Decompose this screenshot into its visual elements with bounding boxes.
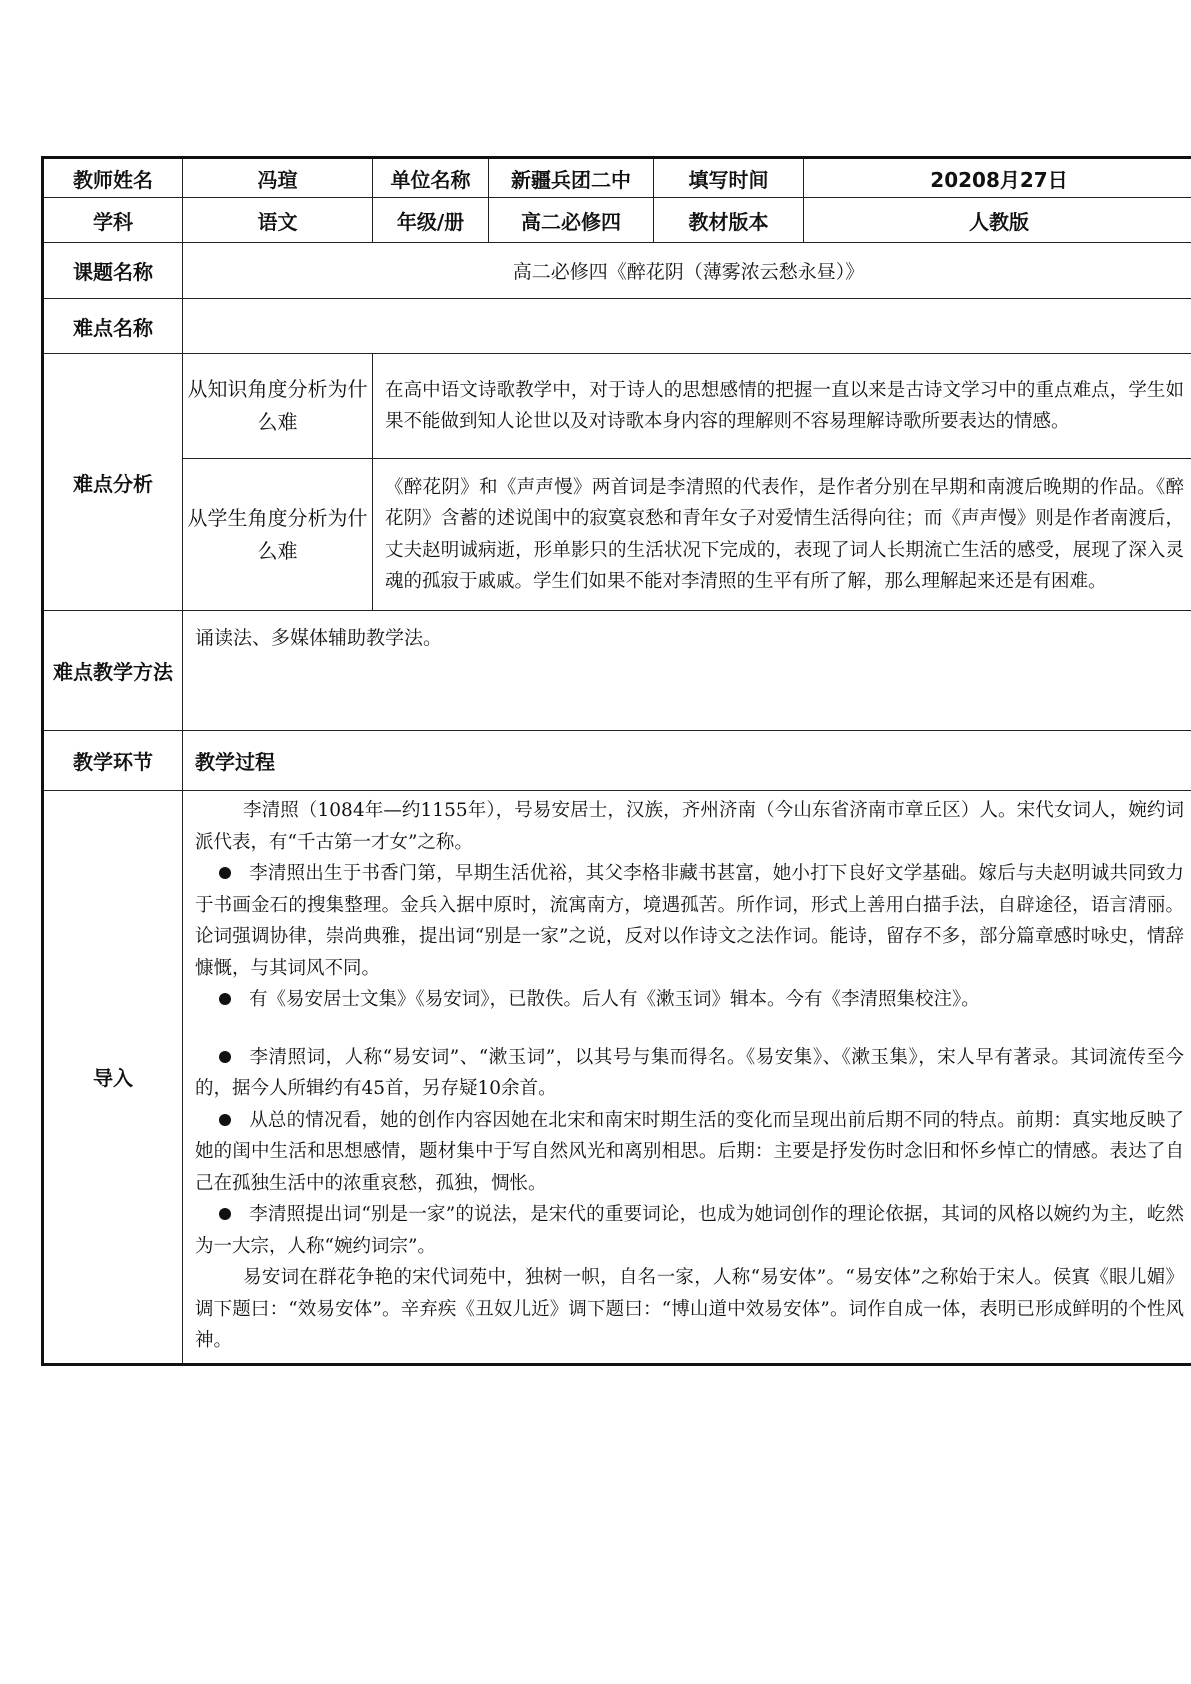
grade-value: 高二必修四 [489, 198, 654, 243]
teacher-value: 冯瑄 [183, 158, 373, 198]
bullet-icon [219, 1051, 231, 1063]
stage-header: 教学环节 [43, 731, 183, 791]
bullet-icon [219, 1208, 231, 1220]
knowledge-angle-label: 从知识角度分析为什么难 [183, 354, 373, 459]
intro-paragraph: 易安词在群花争艳的宋代词苑中，独树一帜，自名一家，人称“易安体”。“易安体”之称始于宋人。侯寘《眼儿媚》调下题曰：“效易安体”。辛弃疾《丑奴儿近》调下题曰：“博山道中效易安体”。词作自成一体，表明已形成鲜明的个性风神。 [195, 1267, 1185, 1351]
bullet-text: 李清照出生于书香门第，早期生活优裕，其父李格非藏书甚富，她小打下良好文学基础。嫁后与夫赵明诚共同致力于书画金石的搜集整理。金兵入据中原时，流寓南方，境遇孤苦。所作词，形式上善用白描手法，自辟途径，语言清丽。论词强调协律，崇尚典雅，提出词“别是一家”之说，反对以作诗文之法作词。能诗，留存不多，部分篇章感时咏史，情辞慷慨，与其词风不同。 [195, 863, 1185, 979]
intro-label: 导入 [43, 791, 183, 1365]
date-label: 填写时间 [654, 158, 804, 198]
unit-label: 单位名称 [373, 158, 489, 198]
grade-label: 年级/册 [373, 198, 489, 243]
knowledge-analysis-row [43, 354, 1191, 459]
bullet-icon [219, 867, 231, 879]
student-analysis-row [43, 459, 1191, 611]
bullet-item [195, 1199, 1184, 1262]
intro-content [183, 791, 1191, 1365]
date-value: 20208月27日 [804, 158, 1191, 198]
student-angle-text: 《醉花阴》和《声声慢》两首词是李清照的代表作，是作者分别在早期和南渡后晚期的作品。《醉花阴》含蓄的述说闺中的寂寞哀愁和青年女子对爱情生活得向往；而《声声慢》则是作者南渡后，丈夫赵明诚病逝，形单影只的生活状况下完成的，表现了词人长期流亡生活的感受，展现了深入灵魂的孤寂于戚戚。学生们如果不能对李清照的生平有所了解，那么理解起来还是有困难。 [373, 459, 1191, 611]
bullet-text: 有《易安居士文集》《易安词》，已散佚。后人有《漱玉词》辑本。今有《李清照集校注》。 [249, 989, 980, 1010]
difficulty-name-value [183, 299, 1191, 354]
difficulty-name-row [43, 299, 1191, 354]
unit-value: 新疆兵团二中 [489, 158, 654, 198]
subject-value: 语文 [183, 198, 373, 243]
difficulty-name-label: 难点名称 [43, 299, 183, 354]
header-row-2 [43, 198, 1191, 243]
topic-label: 课题名称 [43, 243, 183, 299]
header-row-1 [43, 158, 1191, 198]
method-label: 难点教学方法 [43, 611, 183, 731]
bullet-item [195, 1042, 1184, 1105]
edition-value: 人教版 [804, 198, 1191, 243]
method-value: 诵读法、多媒体辅助教学法。 [183, 611, 1191, 731]
bullet-text: 李清照词，人称“易安词”、“漱玉词”，以其号与集而得名。《易安集》、《漱玉集》，宋人早有著录。其词流传至今的，据今人所辑约有45首，另存疑10余首。 [195, 1046, 1185, 1099]
lesson-plan [41, 156, 1185, 1366]
bullet-item [195, 1105, 1184, 1200]
process-header: 教学过程 [183, 731, 1191, 791]
bullet-text: 李清照提出词“别是一家”的说法，是宋代的重要词论，也成为她词创作的理论依据，其词的风格以婉约为主，屹然为一大宗，人称“婉约词宗”。 [195, 1204, 1185, 1257]
topic-row [43, 243, 1191, 299]
intro-paragraph: 李清照（1084年—约1155年），号易安居士，汉族，齐州济南（今山东省济南市章丘区）人。宋代女词人，婉约词派代表，有“千古第一才女”之称。 [195, 800, 1185, 853]
bullet-icon [219, 993, 231, 1005]
student-angle-label: 从学生角度分析为什么难 [183, 459, 373, 611]
process-header-row [43, 731, 1191, 791]
topic-value: 高二必修四《醉花阴（薄雾浓云愁永昼）》 [183, 243, 1191, 299]
teacher-label: 教师姓名 [43, 158, 183, 198]
bullet-text: 从总的情况看，她的创作内容因她在北宋和南宋时期生活的变化而呈现出前后期不同的特点。前期：真实地反映了她的闺中生活和思想感情，题材集中于写自然风光和离别相思。后期：主要是抒发伤时念旧和怀乡悼亡的情感。表达了自己在孤独生活中的浓重哀愁，孤独，惆怅。 [195, 1109, 1185, 1194]
bullet-item [195, 984, 1184, 1016]
method-row [43, 611, 1191, 731]
bullet-item [195, 858, 1184, 984]
edition-label: 教材版本 [654, 198, 804, 243]
spacer [195, 1016, 1184, 1042]
lesson-plan-table [41, 156, 1191, 1366]
difficulty-analysis-label: 难点分析 [43, 354, 183, 611]
bullet-icon [219, 1114, 231, 1126]
intro-row [43, 791, 1191, 1365]
subject-label: 学科 [43, 198, 183, 243]
knowledge-angle-text: 在高中语文诗歌教学中，对于诗人的思想感情的把握一直以来是古诗文学习中的重点难点，学生如果不能做到知人论世以及对诗歌本身内容的理解则不容易理解诗歌所要表达的情感。 [373, 354, 1191, 459]
